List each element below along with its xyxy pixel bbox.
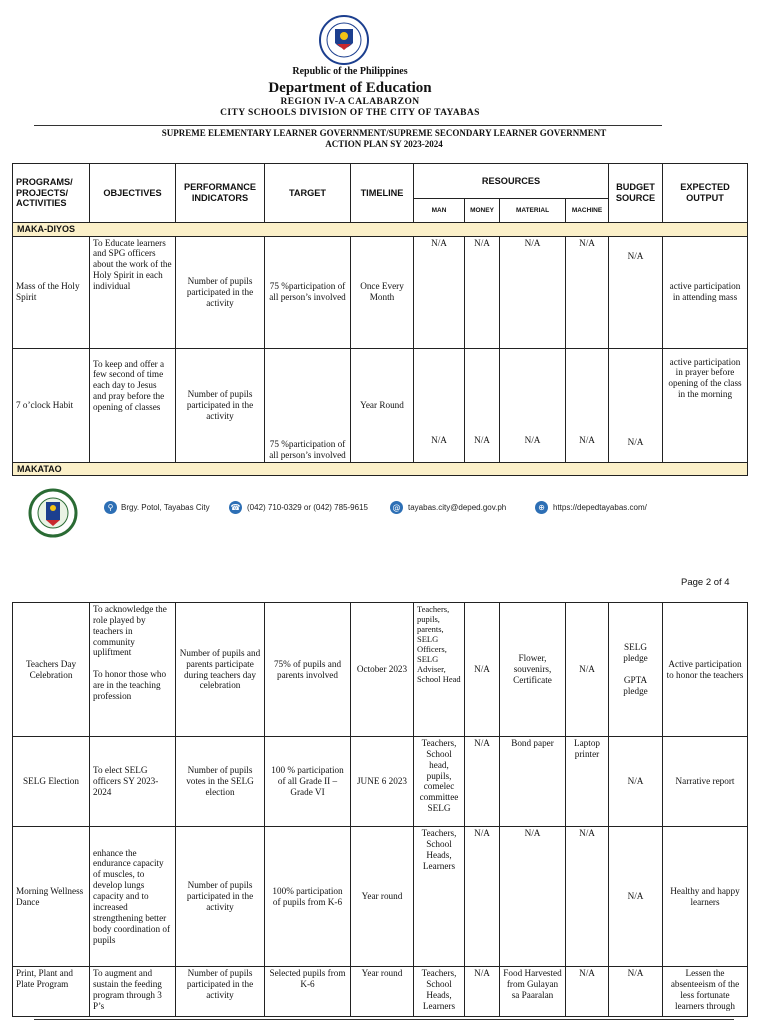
tayabas-division-logo: [28, 488, 78, 538]
action-plan-table-page1: [12, 163, 748, 476]
machine-cell: N/A: [566, 827, 609, 967]
col-resources: RESOURCES: [414, 164, 609, 199]
program-cell: Morning Wellness Dance: [13, 827, 90, 967]
machine-cell: N/A: [566, 348, 609, 462]
target-cell: 75 %participation of all person’s involved: [265, 236, 351, 348]
indicator-cell: Number of pupils participated in the activity: [176, 236, 265, 348]
republic-line: Republic of the Philippines: [292, 66, 408, 77]
timeline-cell: October 2023: [351, 603, 414, 737]
objective-cell: enhance the endurance capacity of muscles, to develop lungs capacity and to increased strengthening better body coordination of pupils: [90, 827, 176, 967]
program-cell: 7 o’clock Habit: [13, 348, 90, 462]
col-objectives: OBJECTIVES: [90, 164, 176, 223]
department-title: Department of Education: [268, 80, 432, 96]
action-plan-table-page2: [12, 602, 748, 1017]
program-cell: SELG Election: [13, 737, 90, 827]
output-cell: Healthy and happy learners: [663, 827, 748, 967]
machine-cell: N/A: [566, 967, 609, 1017]
objective-cell: To Educate learners and SPG officers about the work of the Holy Spirit in each individual: [90, 236, 176, 348]
man-cell: Teachers, School head, pupils, comelec committee SELG: [414, 737, 465, 827]
target-cell: 75 %participation of all person’s involved: [265, 348, 351, 462]
col-machine: MACHINE: [566, 199, 609, 223]
indicator-cell: Number of pupils and parents participate during teachers day celebration: [176, 603, 265, 737]
man-cell: Teachers, School Heads, Learners: [414, 967, 465, 1017]
section-maka-diyos: MAKA-DIYOS: [13, 223, 748, 237]
col-target: TARGET: [265, 164, 351, 223]
footer-phone: (042) 710-0329 or (042) 785-9615: [247, 503, 368, 512]
timeline-cell: JUNE 6 2023: [351, 737, 414, 827]
money-cell: N/A: [465, 236, 500, 348]
indicator-cell: Number of pupils participated in the activity: [176, 967, 265, 1017]
plan-subtitle: ACTION PLAN SY 2023-2024: [325, 139, 443, 149]
output-cell: Active participation to honor the teachers: [663, 603, 748, 737]
target-cell: Selected pupils from K-6: [265, 967, 351, 1017]
material-cell: N/A: [500, 827, 566, 967]
material-cell: N/A: [500, 236, 566, 348]
col-indicators: PERFORMANCE INDICATORS: [176, 164, 265, 223]
phone-icon: ☎: [230, 503, 241, 512]
footer-address: Brgy. Potol, Tayabas City: [121, 503, 210, 512]
col-programs: PROGRAMS/ PROJECTS/ ACTIVITIES: [13, 164, 90, 223]
program-cell: Print, Plant and Plate Program: [13, 967, 90, 1017]
email-icon: @: [390, 501, 403, 514]
budget-cell: N/A: [609, 827, 663, 967]
machine-cell: N/A: [566, 236, 609, 348]
timeline-cell: Year Round: [351, 348, 414, 462]
money-cell: N/A: [465, 967, 500, 1017]
budget-cell: N/A: [609, 737, 663, 827]
plan-title: SUPREME ELEMENTARY LEARNER GOVERNMENT/SUPREME SECONDARY LEARNER GOVERNMENT: [161, 128, 607, 138]
region-line: REGION IV-A CALABARZON: [280, 97, 420, 107]
man-cell: N/A: [414, 348, 465, 462]
table-row: [13, 236, 748, 348]
col-material: MATERIAL: [500, 199, 566, 223]
section-makatao: MAKATAO: [13, 462, 748, 476]
money-cell: N/A: [465, 737, 500, 827]
col-output: EXPECTED OUTPUT: [663, 164, 748, 223]
objective-cell: To keep and offer a few second of time each day to Jesus and pray before the opening of classes: [90, 348, 176, 462]
indicator-cell: Number of pupils participated in the activity: [176, 348, 265, 462]
indicator-cell: Number of pupils participated in the activity: [176, 827, 265, 967]
objective-cell: To elect SELG officers SY 2023-2024: [90, 737, 176, 827]
page-bottom-rule: [34, 1019, 734, 1020]
page-number: Page 2 of 4: [681, 577, 730, 588]
table-row: [13, 603, 748, 737]
deped-seal: [319, 15, 369, 65]
money-cell: N/A: [465, 348, 500, 462]
col-budget: BUDGET SOURCE: [609, 164, 663, 223]
footer-email: tayabas.city@deped.gov.ph: [408, 503, 507, 512]
location-icon: ⚲: [104, 501, 117, 514]
col-man: MAN: [414, 199, 465, 223]
money-cell: N/A: [465, 603, 500, 737]
header-divider: [34, 125, 662, 126]
budget-cell: N/A: [609, 967, 663, 1017]
division-line: CITY SCHOOLS DIVISION OF THE CITY OF TAYABAS: [220, 108, 480, 118]
indicator-cell: Number of pupils votes in the SELG election: [176, 737, 265, 827]
target-cell: 75% of pupils and parents involved: [265, 603, 351, 737]
budget-cell: N/A: [609, 348, 663, 462]
timeline-cell: Year round: [351, 967, 414, 1017]
money-cell: N/A: [465, 827, 500, 967]
col-money: MONEY: [465, 199, 500, 223]
material-cell: N/A: [500, 348, 566, 462]
output-cell: Lessen the absenteeism of the less fortunate learners through: [663, 967, 748, 1017]
footer-website[interactable]: https://depedtayabas.com/: [553, 503, 647, 512]
machine-cell: Laptop printer: [566, 737, 609, 827]
objective-cell: To augment and sustain the feeding program through 3 P’s: [90, 967, 176, 1017]
material-cell: Flower, souvenirs, Certificate: [500, 603, 566, 737]
timeline-cell: Year round: [351, 827, 414, 967]
output-cell: active participation in attending mass: [663, 236, 748, 348]
page-footer: [0, 480, 768, 540]
output-cell: active participation in prayer before opening of the class in the morning: [663, 348, 748, 462]
table-row: [13, 737, 748, 827]
machine-cell: N/A: [566, 603, 609, 737]
timeline-cell: Once Every Month: [351, 236, 414, 348]
man-cell: N/A: [414, 236, 465, 348]
objective-cell: To acknowledge the role played by teachers in community upliftment To honor those who are in the teaching profession: [90, 603, 176, 737]
man-cell: Teachers, pupils, parents, SELG Officers, SELG Adviser, School Head: [414, 603, 465, 737]
budget-cell: SELG pledge GPTA pledge: [609, 603, 663, 737]
man-cell: Teachers, School Heads, Learners: [414, 827, 465, 967]
program-cell: Mass of the Holy Spirit: [13, 236, 90, 348]
table-row: [13, 967, 748, 1017]
web-icon: ⊕: [535, 501, 548, 514]
output-cell: Narrative report: [663, 737, 748, 827]
target-cell: 100% participation of pupils from K-6: [265, 827, 351, 967]
budget-cell: N/A: [609, 236, 663, 348]
program-cell: Teachers Day Celebration: [13, 603, 90, 737]
table-row: [13, 348, 748, 462]
table-row: [13, 827, 748, 967]
material-cell: Bond paper: [500, 737, 566, 827]
target-cell: 100 % participation of all Grade II – Grade VI: [265, 737, 351, 827]
material-cell: Food Harvested from Gulayan sa Paaralan: [500, 967, 566, 1017]
col-timeline: TIMELINE: [351, 164, 414, 223]
